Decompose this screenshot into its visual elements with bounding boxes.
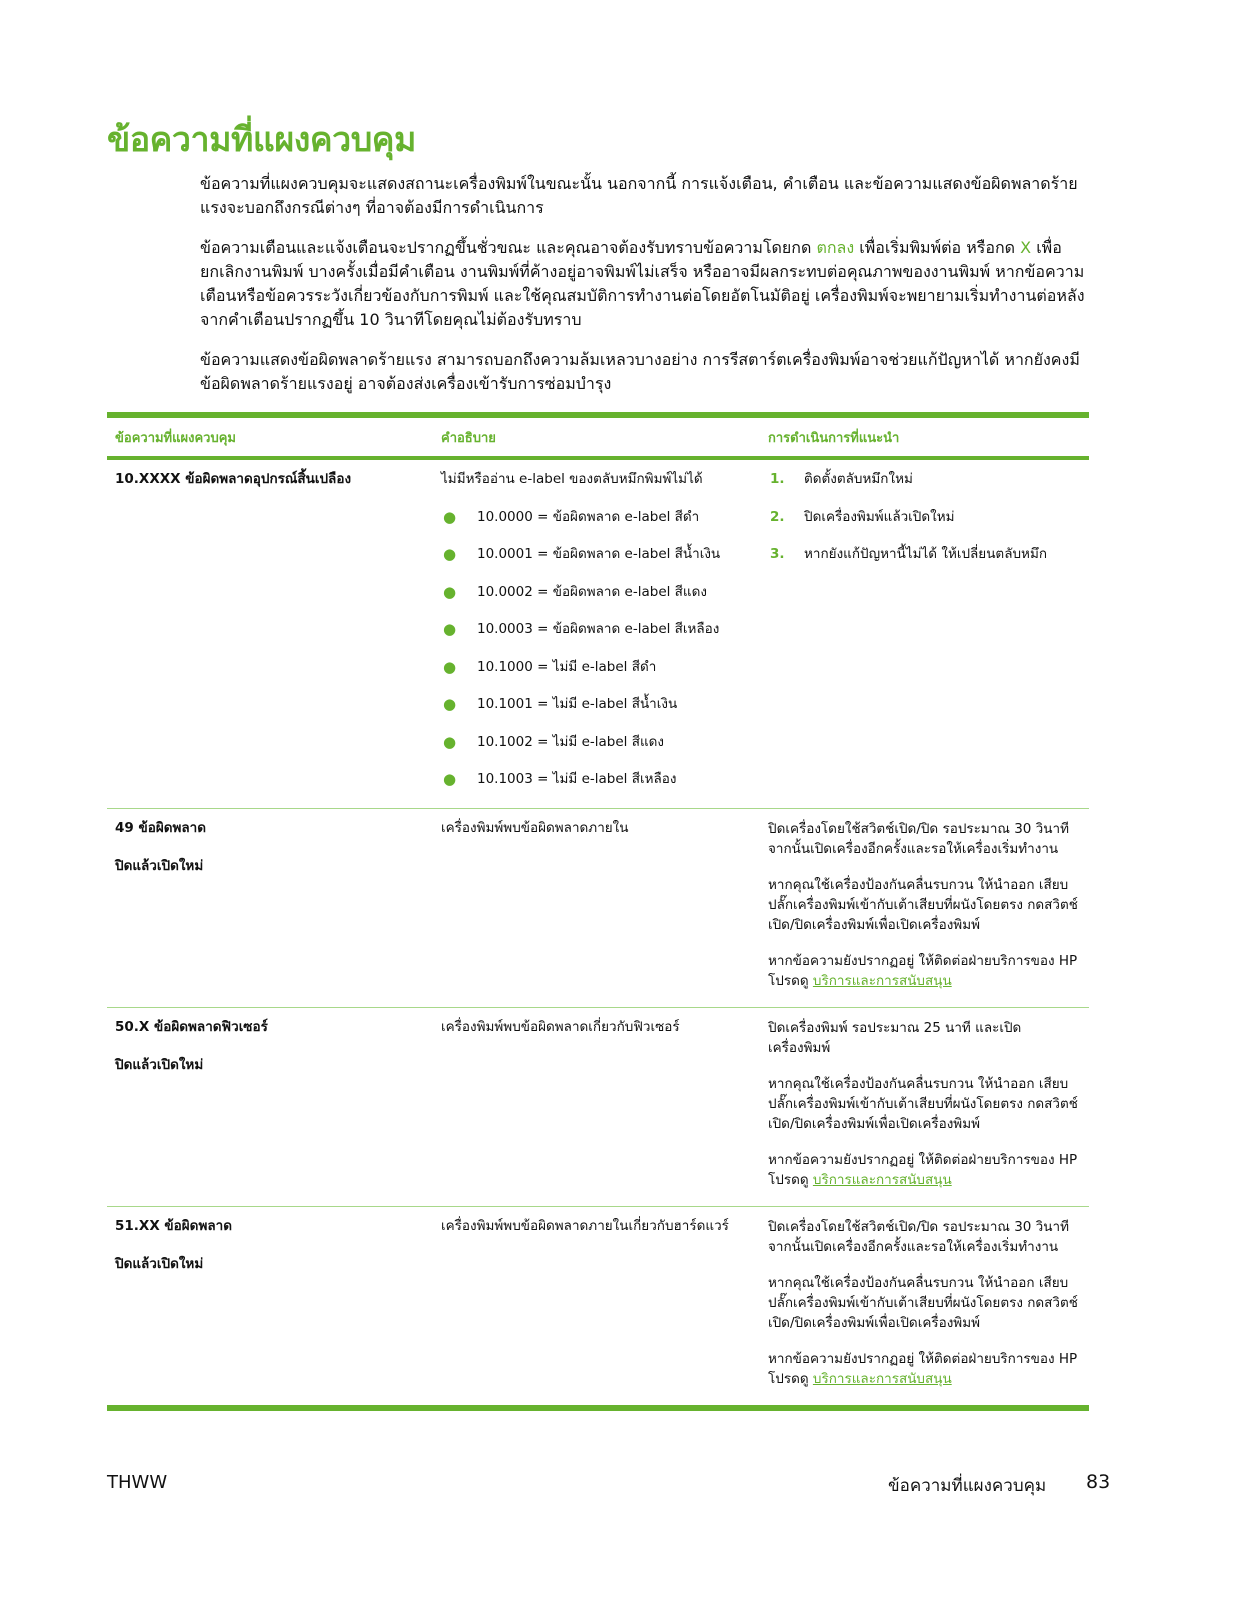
cancel-key-label: X (1020, 238, 1032, 257)
message-code: 51.XX ข้อผิดพลาด (115, 1217, 232, 1234)
intro-p2-text-b: เพื่อเริ่มพิมพ์ต่อ หรือกด (854, 238, 1021, 257)
bullet-icon: ● (443, 770, 457, 788)
action-text: ปิดเครื่องโดยใช้สวิตช์เปิด/ปิด รอประมาณ 30 วินาที จากนั้นเปิดเครื่องอีกครั้งและรอให้เครื่องเริ่มทำงาน (768, 820, 1069, 857)
bullet-icon: ● (443, 695, 457, 713)
header-action: การดำเนินการที่แนะนำ (768, 430, 900, 446)
table-header-row (107, 418, 1089, 460)
footer-section-title: ข้อความที่แผงควบคุม (888, 1476, 1047, 1496)
intro-p2-text-a: ข้อความเตือนและแจ้งเตือนจะปรากฏขึ้นชั่วขณะ และคุณอาจต้องรับทราบข้อความโดยกด (200, 238, 817, 257)
bullet-icon: ● (443, 657, 457, 676)
list-item: ● 10.1003 = ไม่มี e-label สีเหลือง (443, 770, 677, 788)
message-description: ไม่มีหรืออ่าน e-label ของตลับหมึกพิมพ์ไม่ได้ (441, 471, 703, 487)
bullet-icon: ● (443, 620, 457, 638)
action-text: หากข้อความยังปรากฏอยู่ ให้ติดต่อฝ่ายบริการของ HP โปรดดู บริการและการสนับสนุน (768, 952, 1078, 989)
table-row (107, 1206, 1089, 1405)
intro-paragraph-2 (200, 236, 1092, 332)
message-code: 50.X ข้อผิดพลาดฟิวเซอร์ (115, 1018, 268, 1035)
list-item: ● 10.0001 = ข้อผิดพลาด e-label สีน้ำเงิน (443, 545, 721, 563)
ok-key-label: ตกลง (816, 238, 855, 257)
bullet-icon: ● (443, 582, 457, 601)
message-code-secondary: ปิดแล้วเปิดใหม่ (115, 1255, 204, 1272)
intro-text (200, 172, 1092, 412)
message-code-secondary: ปิดแล้วเปิดใหม่ (115, 857, 204, 874)
list-item: 2. ปิดเครื่องพิมพ์แล้วเปิดใหม่ (770, 508, 955, 525)
action-text: หากข้อความยังปรากฏอยู่ ให้ติดต่อฝ่ายบริการของ HP โปรดดู บริการและการสนับสนุน (768, 1151, 1078, 1188)
list-item: ● 10.1002 = ไม่มี e-label สีแดง (443, 732, 665, 751)
support-link[interactable]: บริการและการสนับสนุน (812, 1370, 952, 1387)
table-row (107, 808, 1089, 1007)
error-code-list (441, 508, 760, 808)
list-item: ● 10.0002 = ข้อผิดพลาด e-label สีแดง (443, 582, 707, 601)
bullet-icon: ● (443, 545, 457, 563)
list-item: 3. หากยังแก้ปัญหานี้ไม่ได้ ให้เปลี่ยนตลับหมึก (770, 546, 1048, 562)
action-text: หากคุณใช้เครื่องป้องกันคลื่นรบกวน ให้นำออก เสียบปลั๊กเครื่องพิมพ์เข้ากับเต้าเสียบที่ผนังโดยตรง กดสวิตช์เปิด/ปิดเครื่องพิมพ์เพื่อเปิดเครื่องพิมพ์ (768, 1075, 1078, 1132)
message-code: 10.XXXX ข้อผิดพลาดอุปกรณ์สิ้นเปลือง (115, 471, 352, 487)
action-text: ปิดเครื่องพิมพ์ รอประมาณ 25 นาที และเปิดเครื่องพิมพ์ (768, 1019, 1022, 1056)
intro-p2-text-c: เพื่อยกเลิกงานพิมพ์ บางครั้งเมื่อมีคำเตือน งานพิมพ์ที่ค้างอยู่อาจพิมพ์ไม่เสร็จ หรืออาจมีผลกระทบต่อคุณภาพของงานพิมพ์ หากข้อความเตือนหรือข้อควรระวังเกี่ยวข้องกับการพิมพ์ และใช้คุณสมบัติการทำงานต่อโดยอัตโนมัติอยู่ เครื่องพิมพ์จะพยายามเริ่มทำงานต่อหลังจากคำเตือนปรากฏขึ้น 10 วินาทีโดยคุณไม่ต้องรับทราบ (200, 238, 1085, 329)
action-text: หากคุณใช้เครื่องป้องกันคลื่นรบกวน ให้นำออก เสียบปลั๊กเครื่องพิมพ์เข้ากับเต้าเสียบที่ผนังโดยตรง กดสวิตช์เปิด/ปิดเครื่องพิมพ์เพื่อเปิดเครื่องพิมพ์ (768, 876, 1078, 933)
message-description: เครื่องพิมพ์พบข้อผิดพลาดภายใน (441, 819, 629, 836)
footer-doc-id: THWW (107, 1472, 168, 1493)
intro-paragraph-3: ข้อความแสดงข้อผิดพลาดร้ายแรง สามารถบอกถึงความล้มเหลวบางอย่าง การรีสตาร์ตเครื่องพิมพ์อาจช่วยแก้ปัญหาได้ หากยังคงมีข้อผิดพลาดร้ายแรงอยู่ อาจต้องส่งเครื่องเข้ารับการซ่อมบำรุง (200, 350, 1080, 393)
list-item: ● 10.0003 = ข้อผิดพลาด e-label สีเหลือง (443, 620, 720, 638)
bullet-icon: ● (443, 732, 457, 751)
header-message: ข้อความที่แผงควบคุม (115, 430, 236, 446)
list-item: ● 10.1001 = ไม่มี e-label สีน้ำเงิน (443, 695, 678, 713)
messages-table (107, 412, 1089, 1411)
support-link[interactable]: บริการและการสนับสนุน (812, 972, 952, 989)
action-text: หากข้อความยังปรากฏอยู่ ให้ติดต่อฝ่ายบริการของ HP โปรดดู บริการและการสนับสนุน (768, 1350, 1078, 1387)
list-item: ● 10.0000 = ข้อผิดพลาด e-label สีดำ (443, 507, 700, 526)
table-row (107, 460, 1089, 808)
support-link[interactable]: บริการและการสนับสนุน (812, 1171, 952, 1188)
message-code: 49 ข้อผิดพลาด (115, 819, 207, 836)
footer-page-number: 83 (1086, 1471, 1111, 1493)
action-text: หากคุณใช้เครื่องป้องกันคลื่นรบกวน ให้นำออก เสียบปลั๊กเครื่องพิมพ์เข้ากับเต้าเสียบที่ผนังโดยตรง กดสวิตช์เปิด/ปิดเครื่องพิมพ์เพื่อเปิดเครื่องพิมพ์ (768, 1274, 1078, 1331)
table-row (107, 1007, 1089, 1206)
intro-paragraph-1: ข้อความที่แผงควบคุมจะแสดงสถานะเครื่องพิมพ์ในขณะนั้น นอกจากนี้ การแจ้งเตือน, คำเตือน และข้อความแสดงข้อผิดพลาดร้ายแรงจะบอกถึงกรณีต่างๆ ที่อาจต้องมีการดำเนินการ (200, 174, 1078, 217)
bullet-icon: ● (443, 507, 457, 526)
list-item: 1. ติดตั้งตลับหมึกใหม่ (770, 471, 913, 487)
action-steps (768, 470, 1083, 583)
message-description: เครื่องพิมพ์พบข้อผิดพลาดเกี่ยวกับฟิวเซอร์ (441, 1018, 680, 1035)
list-item: ● 10.1000 = ไม่มี e-label สีดำ (443, 657, 657, 676)
page-title: ข้อความที่แผงควบคุม (107, 120, 416, 160)
action-text: ปิดเครื่องโดยใช้สวิตช์เปิด/ปิด รอประมาณ 30 วินาที จากนั้นเปิดเครื่องอีกครั้งและรอให้เครื่องเริ่มทำงาน (768, 1218, 1069, 1255)
header-description: คำอธิบาย (441, 430, 496, 446)
message-description: เครื่องพิมพ์พบข้อผิดพลาดภายในเกี่ยวกับฮาร์ดแวร์ (441, 1217, 729, 1234)
message-code-secondary: ปิดแล้วเปิดใหม่ (115, 1056, 204, 1073)
